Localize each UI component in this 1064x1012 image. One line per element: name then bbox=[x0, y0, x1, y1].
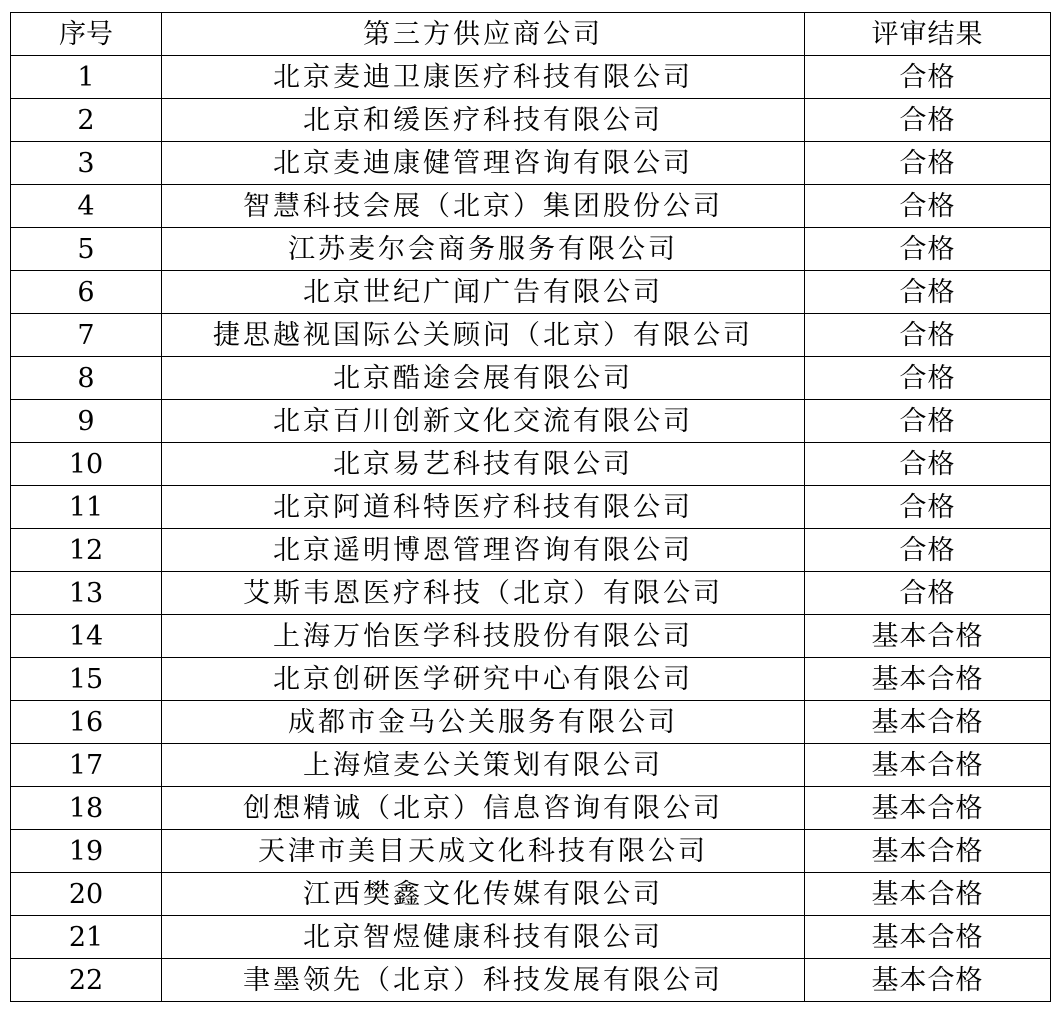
table-row bbox=[11, 271, 1051, 314]
row-result: 基本合格 bbox=[805, 744, 1051, 787]
row-index: 7 bbox=[11, 314, 162, 357]
supplier-review-table bbox=[10, 12, 1051, 1002]
row-company: 北京世纪广闻广告有限公司 bbox=[162, 271, 805, 314]
table-row bbox=[11, 185, 1051, 228]
table-row bbox=[11, 486, 1051, 529]
row-result: 合格 bbox=[805, 443, 1051, 486]
row-index: 2 bbox=[11, 99, 162, 142]
table-row bbox=[11, 443, 1051, 486]
table-row bbox=[11, 658, 1051, 701]
row-index: 22 bbox=[11, 959, 162, 1002]
row-result: 基本合格 bbox=[805, 787, 1051, 830]
row-index: 4 bbox=[11, 185, 162, 228]
table-row bbox=[11, 529, 1051, 572]
table-row bbox=[11, 99, 1051, 142]
row-result: 基本合格 bbox=[805, 658, 1051, 701]
row-company: 北京智煜健康科技有限公司 bbox=[162, 916, 805, 959]
row-index: 10 bbox=[11, 443, 162, 486]
row-company: 创想精诚（北京）信息咨询有限公司 bbox=[162, 787, 805, 830]
row-index: 19 bbox=[11, 830, 162, 873]
row-company: 天津市美目天成文化科技有限公司 bbox=[162, 830, 805, 873]
row-company: 北京百川创新文化交流有限公司 bbox=[162, 400, 805, 443]
table-row bbox=[11, 357, 1051, 400]
row-result: 合格 bbox=[805, 529, 1051, 572]
row-result: 合格 bbox=[805, 357, 1051, 400]
row-company: 捷思越视国际公关顾问（北京）有限公司 bbox=[162, 314, 805, 357]
row-result: 合格 bbox=[805, 99, 1051, 142]
row-company: 北京创研医学研究中心有限公司 bbox=[162, 658, 805, 701]
row-result: 基本合格 bbox=[805, 615, 1051, 658]
row-index: 3 bbox=[11, 142, 162, 185]
row-result: 基本合格 bbox=[805, 830, 1051, 873]
row-company: 上海万怡医学科技股份有限公司 bbox=[162, 615, 805, 658]
row-result: 合格 bbox=[805, 185, 1051, 228]
row-index: 17 bbox=[11, 744, 162, 787]
table-row bbox=[11, 142, 1051, 185]
row-index: 8 bbox=[11, 357, 162, 400]
row-company: 北京阿道科特医疗科技有限公司 bbox=[162, 486, 805, 529]
table-row bbox=[11, 830, 1051, 873]
header-index: 序号 bbox=[11, 13, 162, 56]
table-row bbox=[11, 744, 1051, 787]
table-row bbox=[11, 959, 1051, 1002]
row-company: 北京麦迪康健管理咨询有限公司 bbox=[162, 142, 805, 185]
row-result: 合格 bbox=[805, 142, 1051, 185]
table-row bbox=[11, 701, 1051, 744]
row-result: 基本合格 bbox=[805, 701, 1051, 744]
row-index: 15 bbox=[11, 658, 162, 701]
table-row bbox=[11, 916, 1051, 959]
row-result: 基本合格 bbox=[805, 873, 1051, 916]
row-index: 20 bbox=[11, 873, 162, 916]
table-row bbox=[11, 572, 1051, 615]
header-result: 评审结果 bbox=[805, 13, 1051, 56]
table-row bbox=[11, 56, 1051, 99]
row-index: 5 bbox=[11, 228, 162, 271]
table-row bbox=[11, 400, 1051, 443]
row-company: 北京遥明博恩管理咨询有限公司 bbox=[162, 529, 805, 572]
row-index: 18 bbox=[11, 787, 162, 830]
row-result: 合格 bbox=[805, 228, 1051, 271]
row-company: 北京麦迪卫康医疗科技有限公司 bbox=[162, 56, 805, 99]
row-company: 上海煊麦公关策划有限公司 bbox=[162, 744, 805, 787]
row-index: 14 bbox=[11, 615, 162, 658]
row-result: 合格 bbox=[805, 56, 1051, 99]
table-row bbox=[11, 615, 1051, 658]
row-result: 基本合格 bbox=[805, 916, 1051, 959]
row-company: 北京酷途会展有限公司 bbox=[162, 357, 805, 400]
row-index: 13 bbox=[11, 572, 162, 615]
row-result: 基本合格 bbox=[805, 959, 1051, 1002]
row-result: 合格 bbox=[805, 572, 1051, 615]
table-row bbox=[11, 228, 1051, 271]
row-company: 智慧科技会展（北京）集团股份公司 bbox=[162, 185, 805, 228]
row-index: 9 bbox=[11, 400, 162, 443]
row-company: 江西樊鑫文化传媒有限公司 bbox=[162, 873, 805, 916]
row-company: 北京和缓医疗科技有限公司 bbox=[162, 99, 805, 142]
table-row bbox=[11, 314, 1051, 357]
table-header-row bbox=[11, 13, 1051, 56]
header-company: 第三方供应商公司 bbox=[162, 13, 805, 56]
table-row bbox=[11, 873, 1051, 916]
row-company: 艾斯韦恩医疗科技（北京）有限公司 bbox=[162, 572, 805, 615]
row-index: 12 bbox=[11, 529, 162, 572]
row-index: 11 bbox=[11, 486, 162, 529]
row-company: 聿墨领先（北京）科技发展有限公司 bbox=[162, 959, 805, 1002]
row-index: 6 bbox=[11, 271, 162, 314]
row-company: 成都市金马公关服务有限公司 bbox=[162, 701, 805, 744]
row-index: 21 bbox=[11, 916, 162, 959]
row-company: 江苏麦尔会商务服务有限公司 bbox=[162, 228, 805, 271]
table-row bbox=[11, 787, 1051, 830]
row-result: 合格 bbox=[805, 314, 1051, 357]
row-result: 合格 bbox=[805, 400, 1051, 443]
row-company: 北京易艺科技有限公司 bbox=[162, 443, 805, 486]
row-index: 1 bbox=[11, 56, 162, 99]
row-result: 合格 bbox=[805, 486, 1051, 529]
row-result: 合格 bbox=[805, 271, 1051, 314]
row-index: 16 bbox=[11, 701, 162, 744]
